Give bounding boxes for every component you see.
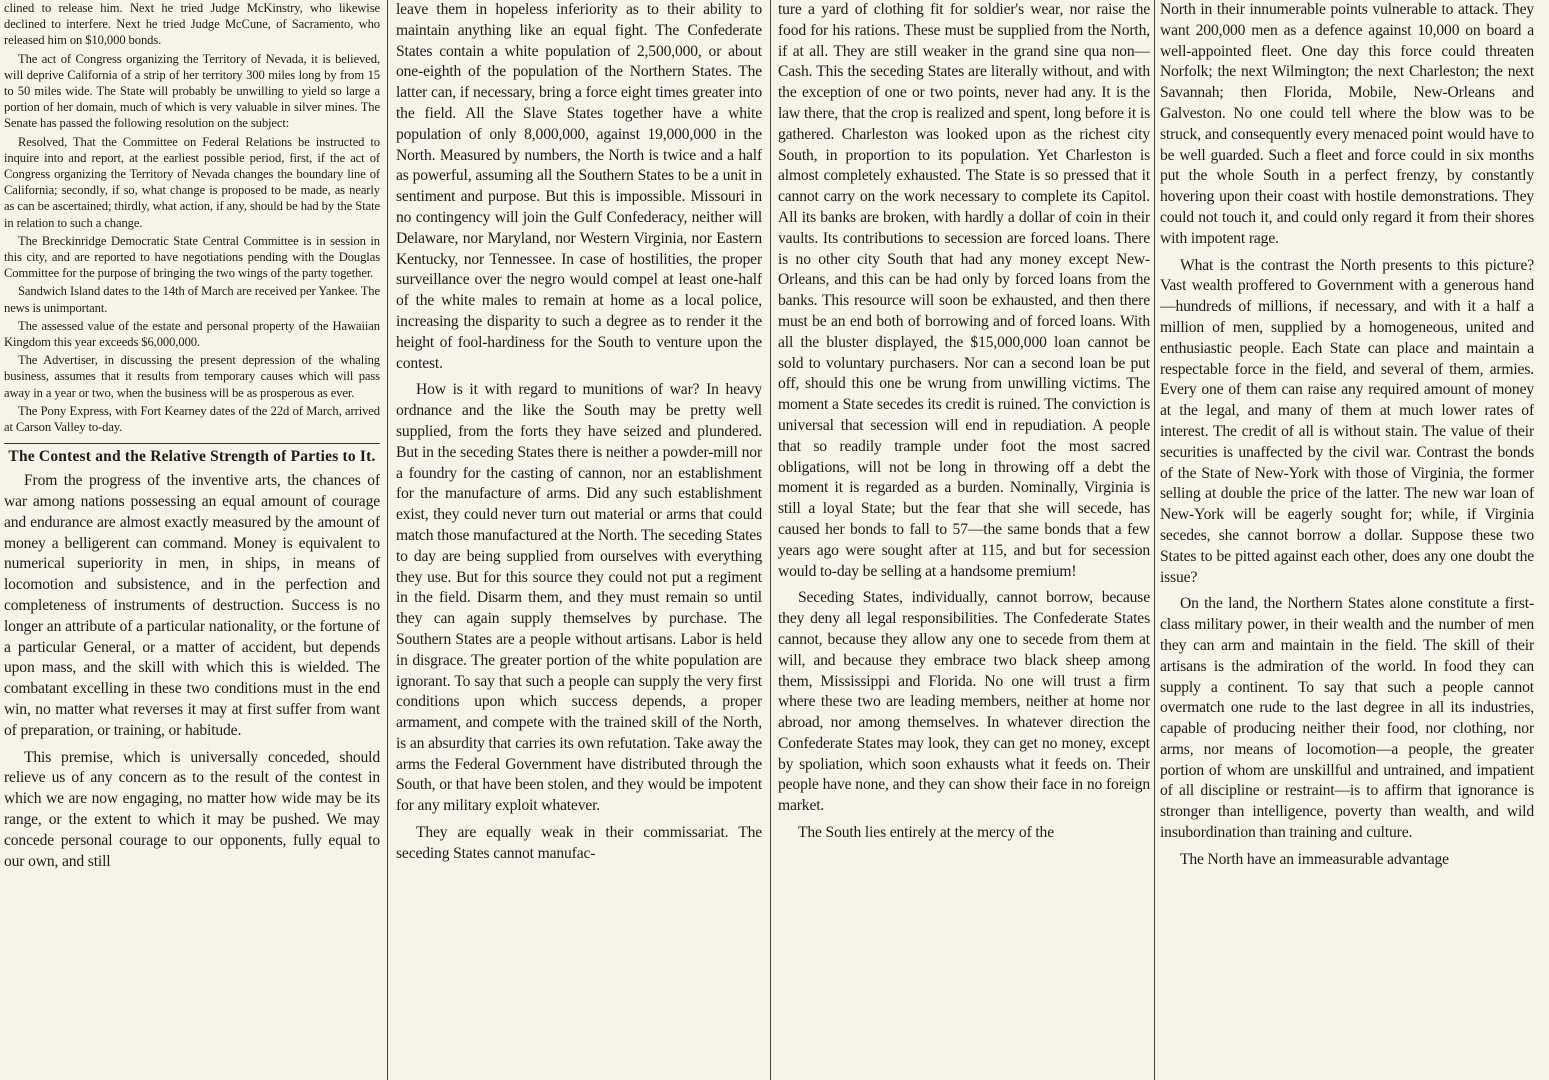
article-paragraph: The South lies entirely at the mercy of the [798, 824, 1054, 842]
column-rule [1154, 0, 1155, 1080]
column-2 [396, 0, 762, 1080]
column-rule [387, 0, 388, 1080]
article-body [4, 471, 380, 872]
article-paragraph: What is the contrast the North presents to this picture? Vast wealth proffered to Government with a generous hand—hundreds of millions, if necessary, and with it a half a million of men, supplied by a homogeneous, united and enthusiastic people. Each State can place and maintain a respectable force in the field, and several of them, armies. Every one of them can raise any required amount of money at the legal, and many of them at much lower rates of interest. The credit of all is without stain. The value of their securities is unaffected by the civil war. Contrast the bonds of the State of New-York with those of Virginia, the former selling at double the price of the latter. The new war loan of New-York will be eagerly sought for; while, if Virginia secedes, she cannot borrow a dollar. Suppose these two States to be pitted against each other, does any one doubt the issue? [1160, 256, 1534, 586]
news-paragraph: The act of Congress organizing the Territory of Nevada, it is believed, will deprive California of a strip of her territory 300 miles long by from 15 to 50 miles wide. The State will probably be unwilling to yield so large a portion of her domain, much of which is very valuable in silver mines. The Senate has passed the following resolution on the subject: [4, 51, 380, 131]
news-items [4, 0, 380, 435]
news-paragraph: Sandwich Island dates to the 14th of March are received per Yankee. The news is unimportant. [4, 284, 380, 315]
article-paragraph: This premise, which is universally conceded, should relieve us of any concern as to the result of the contest in which we are now engaging, no matter how wide may be its range, or the extent to which it may be pushed. We may concede personal courage to our opponents, fully equal to our own, and still [4, 748, 380, 870]
section-separator [4, 443, 380, 444]
news-paragraph: The assessed value of the estate and personal property of the Hawaiian Kingdom this year exceeds $6,000,000. [4, 318, 380, 350]
article-paragraph: From the progress of the inventive arts, the chances of war among nations possessing an equal amount of courage and endurance are almost exactly measured by the amount of money a belligerent can command. Money is equivalent to numerical superiority in men, in ships, in means of locomotion and subsistence, and in the perfection and completeness of instruments of destruction. Success is no longer an attribute of a particular nationality, or the fortune of a particular General, or a matter of accident, but depends upon mass, and the skill with which this is wielded. The combatant excelling in these two conditions must in the end win, no matter what reverses it may at first suffer from want of preparation, or training, or habitude. [4, 472, 380, 739]
news-paragraph: The Advertiser, in discussing the present depression of the whaling business, assumes that it results from temporary causes which will pass away in a year or two, when the business will be as prosperous as ever. [4, 353, 380, 400]
article-paragraph: They are equally weak in their commissariat. The seceding States cannot manufac- [396, 824, 762, 862]
article-paragraph: North in their innumerable points vulnerable to attack. They want 200,000 men as a defence against 10,000 on board a well-appointed fleet. One day this force could threaten Norfolk; the next Wilmington; the next Charleston; the next Savannah; then Florida, Mobile, New-Orleans and Galveston. No one could tell where the blow was to be struck, and consequently every menaced point would have to be well guarded. Such a fleet and force could in six months put the whole South in a perfect frenzy, by constantly hovering upon their coast with hostile demonstrations. They could not touch it, and could only regard it from their shores with impotent rage. [1160, 1, 1534, 247]
article-paragraph: leave them in hopeless inferiority as to their ability to maintain anything like an equal fight. The Confederate States contain a white population of 2,500,000, or about one-eighth of the population of the Northern States. The latter can, if necessary, bring a force eight times greater into the field. All the Slave States together have a white population of only 8,000,000, against 19,000,000 in the North. Measured by numbers, the North is twice and a half as powerful, assuming all the Southern States to be a unit in sentiment and purpose. But this is impossible. Missouri in no contingency will join the Gulf Confederacy, neither will Delaware, nor Maryland, nor Western Virginia, nor Eastern Kentucky, nor Tennessee. In case of hostilities, the proper surveillance over the negro would compel at least one-half of the white males to remain at home as a local police, increasing the disparity to such a degree as to render it the height of fool-hardiness for the South to venture upon the contest. [396, 1, 762, 372]
column-4 [1160, 0, 1534, 1080]
news-paragraph: The Pony Express, with Fort Kearney dates of the 22d of March, arrived at Carson Valley to-day. [4, 403, 380, 435]
article-paragraph: How is it with regard to munitions of war? In heavy ordnance and the like the South may be pretty well supplied, from the forts they have seized and plundered. But in the seceding States there is neither a powder-mill nor a foundry for the casting of cannon, nor an establishment for the manufacture of arms. Did any such establishment exist, they could never turn out material or arms that could match those manufactured at the North. The seceding States to day are being supplied from ourselves with everything they use. But for this source they could not put a regiment in the field. Disarm them, and they must remain so until they can again supply themselves by purchase. The Southern States are a people without artisans. Labor is held in disgrace. The greater portion of the white population are ignorant. To say that such a people can supply the very first conditions upon which success depends, a proper armament, and compete with the trained skill of the North, is an absurdity that carries its own refutation. Take away the arms the Federal Government have distributed through the South, or that have been stolen, and they would be impotent for any military exploit whatever. [396, 381, 762, 815]
article-paragraph: On the land, the Northern States alone constitute a first-class military power, in their wealth and the number of men they can arm and maintain in the field. The skill of their artisans is the admiration of the world. In food they can supply a continent. To say that such a people cannot overmatch one rude to the last degree in all its industries, capable of producing neither their food, nor clothing, nor arms, nor means of locomotion—a people, the greater portion of whom are unskillful and untrained, and impatient of all discipline or restraint—is to affirm that ignorance is stronger than intelligence, poverty than wealth, and wild insubordination than training and culture. [1160, 595, 1534, 842]
news-paragraph: The Breckinridge Democratic State Central Committee is in session in this city, and are reported to have negotiations pending with the Douglas Committee for the purpose of bringing the two wings of the party together. [4, 233, 380, 281]
news-paragraph: clined to release him. Next he tried Judge McKinstry, who likewise declined to interfere. Next he tried Judge McCune, of Sacramento, who released him on $10,000 bonds. [4, 1, 380, 48]
resolution-text: Resolved, That the Committee on Federal Relations be instructed to inquire into and report, at the earliest possible period, first, if the act of Congress organizing the Territory of Nevada changes the boundary line of California; secondly, if so, what change is proposed to be made, as nearly as can be ascertained; thirdly, what action, if any, should be had by the State in relation to such a change. [4, 134, 380, 230]
column-rule [770, 0, 771, 1080]
column-1 [4, 0, 380, 1080]
article-paragraph: Seceding States, individually, cannot borrow, because they deny all legal responsibilities. The Confederate States cannot, because they allow any one to secede from them at will, and because they embrace two black sheep among them, Mississippi and Florida. No one will trust a firm where these two are leading members, neither at home nor abroad, nor among themselves. In whatever direction the Confederate States may look, they can get no money, except by spoliation, which soon exhausts what it feeds on. Their people have none, and they can show their face in no foreign market. [778, 589, 1150, 815]
article-paragraph: The North have an immeasurable advantage [1180, 850, 1449, 868]
article-paragraph: ture a yard of clothing fit for soldier's wear, nor raise the food for his rations. These must be supplied from the North, if at all. They are still weaker in the grand sine qua non—Cash. This the seceding States are literally without, and with the exception of one or two points, never had any. It is the law there, that the crop is realized and spent, long before it is gathered. Charleston was looked upon as the richest city South, in proportion to its population. Yet Charleston is almost completely exhausted. The State is so pressed that it cannot carry on the work necessary to complete its Capitol. All its banks are broken, with hardly a dollar of coin in their vaults. Its contributions to secession are forced loans. There is no other city South that had any money except New-Orleans, and this can be had only by forced loans from the banks. This resource will soon be exhausted, and then there must be an end both of borrowing and of forced loans. With all the bluster displayed, the $15,000,000 loan cannot be sold to voluntary purchasers. Nor can a second loan be put off, should this one be wrung from unwilling victims. The moment a State secedes its credit is ruined. The conviction is universal that secession will end in repudiation. A people that so readily trample under foot the most sacred obligations, will not be long in throwing off a debt the moment it is regarded as a burden. Nominally, Virginia is still a loyal State; but the fear that she will secede, has caused her bonds to fall to 57—the same bonds that a few years ago were sought after at 115, and but for secession would to-day be selling at a handsome premium! [778, 1, 1150, 580]
column-3 [778, 0, 1150, 1080]
article-headline: The Contest and the Relative Strength of Parties to It. [8, 448, 376, 466]
